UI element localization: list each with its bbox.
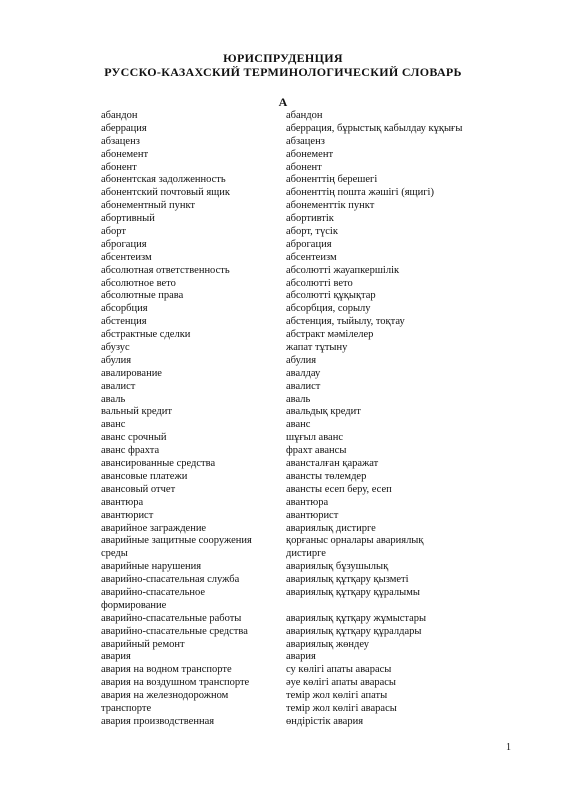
russian-term: аберрация xyxy=(101,122,147,134)
dictionary-entry-row xyxy=(101,497,491,510)
dictionary-entry-row xyxy=(101,162,491,175)
russian-term: абонемент xyxy=(101,148,149,160)
dictionary-entry-row xyxy=(101,419,491,432)
russian-term: авария производственная xyxy=(101,715,215,727)
dictionary-entry-row xyxy=(101,149,491,162)
russian-term: абандон xyxy=(101,110,138,121)
kazakh-term: авалист xyxy=(286,380,321,392)
dictionary-entry-row xyxy=(101,381,491,394)
kazakh-term: абонементтік пункт xyxy=(286,200,375,212)
kazakh-term: абсолютті жауапкершілік xyxy=(286,264,400,276)
dictionary-entry-row xyxy=(101,123,491,136)
kazakh-term: авалдау xyxy=(286,367,321,379)
dictionary-entry-row xyxy=(101,174,491,187)
russian-term: транспорте xyxy=(101,702,152,714)
kazakh-term: өндірістік авария xyxy=(286,715,364,727)
russian-term: аванс xyxy=(101,419,126,431)
russian-term: абонентский почтовый ящик xyxy=(101,187,230,199)
russian-term: абстрактные сделки xyxy=(101,329,191,341)
kazakh-term: абсорбция, сорылу xyxy=(286,303,371,315)
russian-term: абсорбция xyxy=(101,303,148,315)
kazakh-term: авариялық жөндеу xyxy=(286,638,369,650)
dictionary-entry-row xyxy=(101,394,491,407)
dictionary-entry-row xyxy=(101,200,491,213)
kazakh-term: авансты есеп беру, есеп xyxy=(286,483,392,495)
title-line-2: РУССКО-КАЗАХСКИЙ ТЕРМИНОЛОГИЧЕСКИЙ СЛОВАРЬ xyxy=(104,65,462,79)
dictionary-entry-row xyxy=(101,278,491,291)
page-number: 1 xyxy=(506,742,511,753)
dictionary-entries xyxy=(101,110,491,729)
kazakh-term: авариялық құтқару қызметі xyxy=(286,574,409,586)
dictionary-entry-row xyxy=(101,342,491,355)
kazakh-term: авария xyxy=(286,651,316,663)
dictionary-entry-row xyxy=(101,664,491,677)
russian-term: среды xyxy=(101,548,128,560)
dictionary-entry-row xyxy=(101,303,491,316)
kazakh-term: темір жол көлігі апаты xyxy=(286,690,388,702)
kazakh-term: шұғыл аванс xyxy=(286,432,343,444)
kazakh-term: аберрация, бұрыстық кабылдау кұқығы xyxy=(286,122,463,134)
kazakh-term: абортивтік xyxy=(286,213,334,225)
dictionary-entry-row xyxy=(101,316,491,329)
dictionary-entry-row xyxy=(101,471,491,484)
dictionary-entry-row xyxy=(101,613,491,626)
dictionary-entry-row xyxy=(101,523,491,536)
dictionary-entry-row xyxy=(101,239,491,252)
dictionary-entry-row xyxy=(101,290,491,303)
dictionary-entry-row xyxy=(101,265,491,278)
kazakh-term: аброгация xyxy=(286,238,332,250)
russian-term: абонентская задолженность xyxy=(101,174,226,186)
dictionary-entry-row xyxy=(101,226,491,239)
russian-term: авантюра xyxy=(101,496,144,508)
kazakh-term: абоненттің берешегі xyxy=(286,174,378,186)
russian-term: аваль xyxy=(101,393,126,405)
russian-term: абсентеизм xyxy=(101,251,152,263)
russian-term: авалирование xyxy=(101,367,162,379)
dictionary-entry-row xyxy=(101,651,491,664)
dictionary-entry-row xyxy=(101,510,491,523)
kazakh-term: абзаценз xyxy=(286,135,325,147)
russian-term: авансированные средства xyxy=(101,458,216,470)
kazakh-term: абонент xyxy=(286,161,322,173)
russian-term: аброгация xyxy=(101,238,147,250)
kazakh-term: абсолютті құқықтар xyxy=(286,290,376,302)
kazakh-term: абсолютті вето xyxy=(286,277,353,289)
dictionary-entry-row xyxy=(101,368,491,381)
russian-term: аварийное заграждение xyxy=(101,522,207,534)
russian-term: абортивный xyxy=(101,213,155,225)
kazakh-term: авансталған қаражат xyxy=(286,458,379,470)
russian-term: абузус xyxy=(101,342,130,354)
section-letter-heading: А xyxy=(278,95,288,109)
dictionary-entry-row xyxy=(101,574,491,587)
dictionary-entry-row xyxy=(101,639,491,652)
dictionary-entry-row xyxy=(101,690,491,703)
kazakh-term: аванс xyxy=(286,419,311,431)
dictionary-entry-row xyxy=(101,406,491,419)
dictionary-entry-row xyxy=(101,458,491,471)
kazakh-term: абонемент xyxy=(286,148,334,160)
kazakh-term: аваль xyxy=(286,393,311,405)
dictionary-entry-row xyxy=(101,548,491,561)
russian-term: аванс срочный xyxy=(101,432,167,444)
dictionary-entry-row xyxy=(101,329,491,342)
russian-term: авансовые платежи xyxy=(101,470,188,482)
russian-term: абсолютная ответственность xyxy=(101,264,230,276)
dictionary-entry-row xyxy=(101,445,491,458)
kazakh-term: әуе көлігі апаты аварасы xyxy=(286,677,396,689)
kazakh-term: қорғаныс орналары авариялық xyxy=(286,535,424,547)
russian-term: вальный кредит xyxy=(101,406,172,418)
russian-term: абонент xyxy=(101,161,137,173)
dictionary-entry-row xyxy=(101,600,491,613)
russian-term: абзаценз xyxy=(101,135,140,147)
kazakh-term: темір жол көлігі аварасы xyxy=(286,702,397,714)
russian-term: авантюрист xyxy=(101,509,154,521)
dictionary-entry-row xyxy=(101,703,491,716)
kazakh-term: авансты төлемдер xyxy=(286,470,367,482)
kazakh-term: дистирге xyxy=(286,548,326,560)
russian-term: аварийные нарушения xyxy=(101,561,202,573)
kazakh-term: авальдық кредит xyxy=(286,406,361,418)
russian-term: авария на водном транспорте xyxy=(101,664,232,676)
dictionary-entry-row xyxy=(101,432,491,445)
russian-term: аварийно-спасательная служба xyxy=(101,574,240,586)
russian-term: абонементный пункт xyxy=(101,200,196,212)
russian-term: авансовый отчет xyxy=(101,483,176,495)
russian-term: абстенция xyxy=(101,316,147,328)
kazakh-term: авариялық бұзушылық xyxy=(286,561,389,573)
kazakh-term: фрахт авансы xyxy=(286,445,347,457)
dictionary-entry-row xyxy=(101,252,491,265)
russian-term: формирование xyxy=(101,599,167,611)
kazakh-term: авантюра xyxy=(286,496,329,508)
kazakh-term: абандон xyxy=(286,110,323,121)
kazakh-term xyxy=(286,600,491,613)
kazakh-term: абстенция, тыйылу, тоқтау xyxy=(286,316,405,328)
kazakh-term: абстракт мәмілелер xyxy=(286,329,374,341)
dictionary-entry-row xyxy=(101,136,491,149)
kazakh-term: абулия xyxy=(286,354,317,366)
dictionary-entry-row xyxy=(101,110,491,123)
kazakh-term: авариялық құтқару құралымы xyxy=(286,586,420,598)
dictionary-entry-row xyxy=(101,561,491,574)
title-line-1: ЮРИСПРУДЕНЦИЯ xyxy=(223,51,343,65)
kazakh-term: авариялық құтқару жұмыстары xyxy=(286,612,427,624)
dictionary-entry-row xyxy=(101,213,491,226)
dictionary-entry-row xyxy=(101,626,491,639)
kazakh-term: авариялық құтқару құралдары xyxy=(286,625,422,637)
dictionary-entry-row xyxy=(101,187,491,200)
russian-term: аварийные защитные сооружения xyxy=(101,535,252,547)
dictionary-entry-row xyxy=(101,484,491,497)
russian-term: аварийно-спасательные работы xyxy=(101,612,242,624)
kazakh-term: абсентеизм xyxy=(286,251,337,263)
russian-term: авария xyxy=(101,651,131,663)
russian-term: авалист xyxy=(101,380,136,392)
dictionary-entry-row xyxy=(101,535,491,548)
russian-term: абулия xyxy=(101,354,132,366)
kazakh-term: аборт, түсік xyxy=(286,226,338,238)
kazakh-term: авариялық дистирге xyxy=(286,522,376,534)
kazakh-term: авантюрист xyxy=(286,509,339,521)
kazakh-term: абоненттің пошта жәшігі (ящигі) xyxy=(286,187,434,199)
dictionary-entry-row xyxy=(101,677,491,690)
russian-term: авария на воздушном транспорте xyxy=(101,677,250,689)
russian-term: авария на железнодорожном xyxy=(101,690,229,702)
russian-term: абсолютные права xyxy=(101,290,184,302)
document-title xyxy=(0,51,566,79)
russian-term: аварийно-спасательное xyxy=(101,586,206,598)
russian-term: аборт xyxy=(101,226,126,238)
dictionary-entry-row xyxy=(101,355,491,368)
kazakh-term: жапат тұтыну xyxy=(286,342,348,354)
russian-term: абсолютное вето xyxy=(101,277,176,289)
russian-term: аварийно-спасательные средства xyxy=(101,625,248,637)
russian-term: аванс фрахта xyxy=(101,445,160,457)
dictionary-entry-row xyxy=(101,587,491,600)
dictionary-entry-row xyxy=(101,716,491,729)
russian-term: аварийный ремонт xyxy=(101,638,185,650)
kazakh-term: су көлігі апаты аварасы xyxy=(286,664,392,676)
